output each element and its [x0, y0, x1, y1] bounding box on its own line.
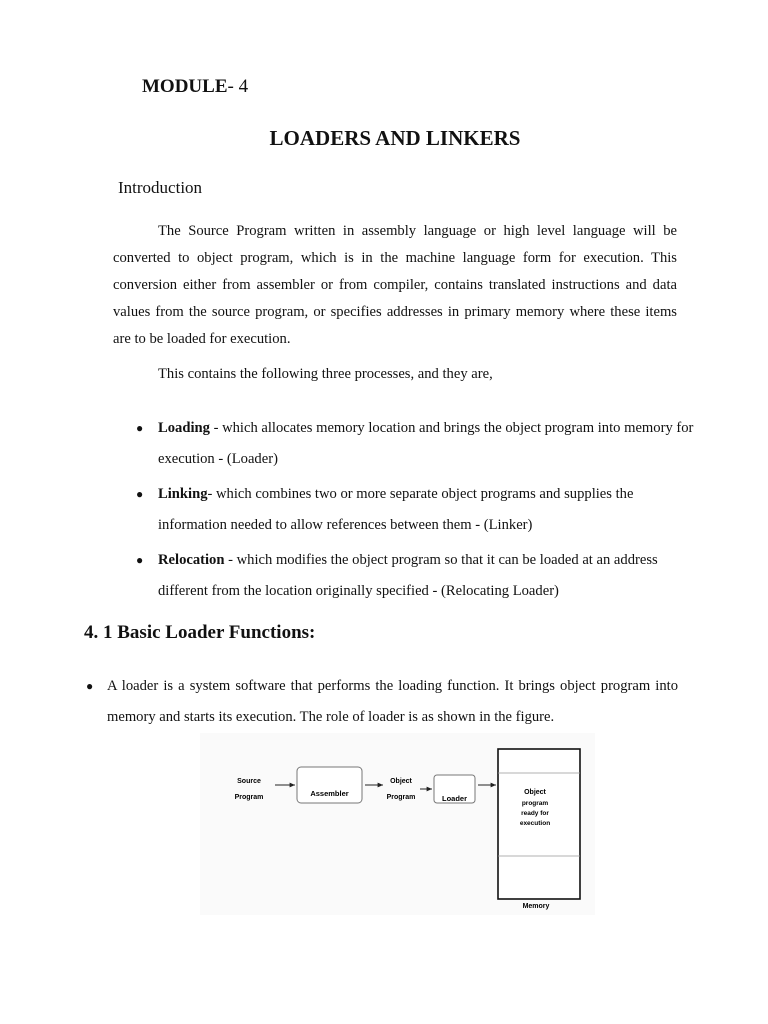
memory-text-3: ready for: [521, 810, 549, 817]
memory-text-4: execution: [519, 820, 551, 827]
process-desc: - which modifies the object program so that it can be loaded at an address different from the location originally specified - (Relocating Loader): [158, 552, 658, 599]
section-bullet: [86, 671, 678, 733]
process-desc: - which allocates memory location and brings the object program into memory for execution - (Loader): [158, 420, 694, 467]
loader-diagram: [200, 733, 595, 915]
bullet-icon: ●: [136, 421, 144, 435]
object-label-1: Object: [390, 778, 412, 785]
list-item: [136, 545, 696, 607]
process-term: Relocation: [158, 552, 225, 568]
processes-intro: This contains the following three processes, and they are,: [158, 366, 493, 382]
memory-text-2: program: [521, 800, 549, 807]
list-item: [136, 479, 696, 541]
object-label-2: Program: [386, 794, 416, 801]
process-term: Loading: [158, 420, 210, 436]
process-list: [136, 413, 696, 611]
loader-label: Loader: [441, 794, 468, 803]
bullet-icon: ●: [86, 679, 94, 693]
module-label: MODULE- 4: [142, 76, 249, 97]
process-desc: - which combines two or more separate object programs and supplies the information needed to allow references between them - (Linker): [158, 486, 634, 533]
assembler-label: Assembler: [310, 789, 349, 798]
memory-label: Memory: [522, 903, 550, 910]
source-label-1: Source: [237, 778, 261, 785]
source-label-2: Program: [234, 794, 264, 801]
section-bullet-text: A loader is a system software that performs the loading function. It brings object program into memory and starts its execution. The role of loader is as shown in the figure.: [107, 678, 678, 725]
memory-text-1: Object: [524, 789, 546, 796]
bullet-icon: ●: [136, 553, 144, 567]
page-title: LOADERS AND LINKERS: [269, 126, 521, 150]
process-term: Linking: [158, 486, 208, 502]
intro-paragraph: The Source Program written in assembly language or high level language will be converted to object program, which is in the machine language form for execution. This conversion either from assembler or from compiler, contains translated instructions and data values from the source program, or specifies addresses in primary memory where these items are to be loaded for execution.: [113, 223, 677, 347]
list-item: [136, 413, 696, 475]
intro-heading: Introduction: [118, 178, 203, 197]
section-heading: 4. 1 Basic Loader Functions:: [84, 622, 316, 643]
loader-role-figure: [200, 733, 595, 915]
bullet-icon: ●: [136, 487, 144, 501]
